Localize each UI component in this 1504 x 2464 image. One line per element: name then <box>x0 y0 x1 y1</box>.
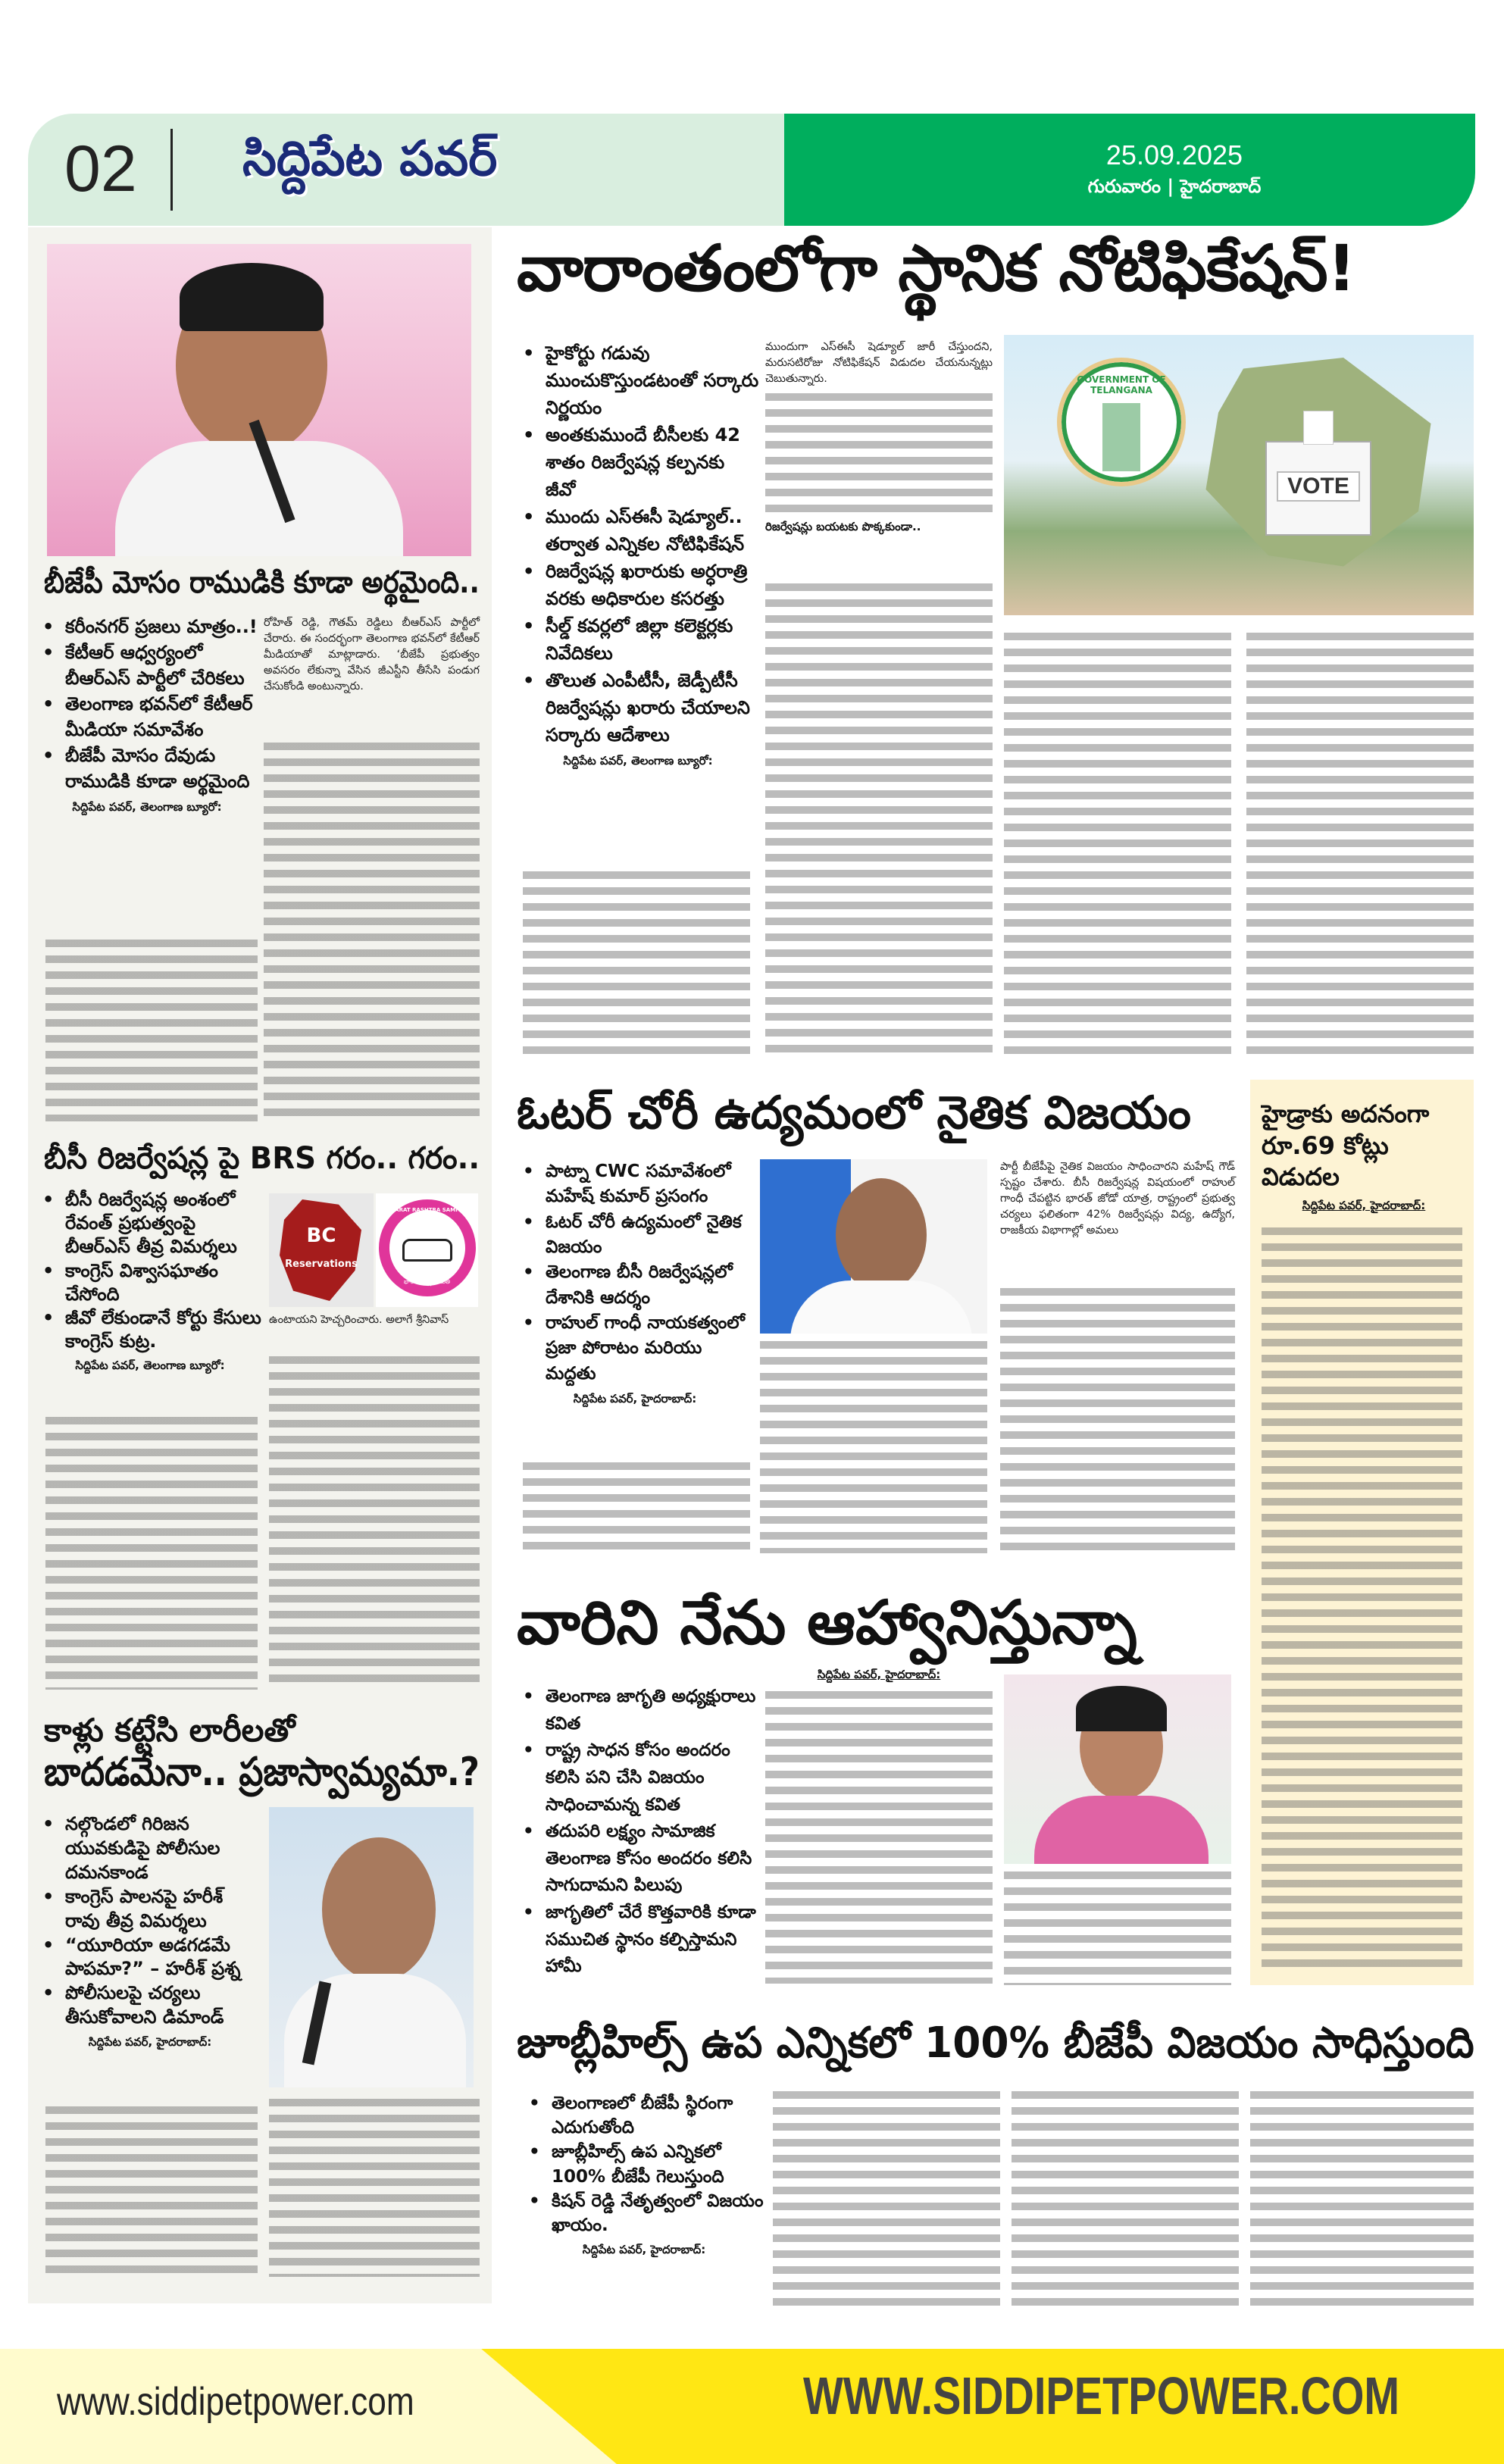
harish-headline-line1: కాళ్లు కట్టేసి లారీలతో <box>44 1712 295 1749</box>
jubilee-body-col3 <box>1012 2091 1239 2307</box>
masthead: సిద్దిపేట పవర్ <box>242 131 498 187</box>
kavitha-byline: సిద్దిపేట పవర్, హైదరాబాద్: <box>817 1668 941 1681</box>
bullet: • కేటీఆర్ ఆధ్వర్యంలో బీఆర్ఎస్ పార్టీలో చేరికలు <box>36 639 258 691</box>
ktr-body-col1 <box>45 940 258 1121</box>
brs-headline: బీసీ రిజర్వేషన్ల పై BRS గరం.. గరం.. <box>44 1141 480 1176</box>
bullet: • తొలుత ఎంపీటీసీ, జెడ్పీటీసీ రిజర్వేషన్లు ఖరారు చేయాలని సర్కారు ఆదేశాలు <box>517 667 759 749</box>
bullet: • “యూరియా అడగడమే పాపమా?” – హరీశ్ ప్రశ్న <box>36 1934 264 1982</box>
main-body-start: ముందుగా ఎస్ఈసీ షెడ్యూల్ జారీ చేస్తుందని, మరుసటిరోజు నోటిఫికేషన్ విడుదల చేయనున్నట్లు చెబుతున్నారు. <box>765 341 993 385</box>
harish-photo <box>269 1807 474 2087</box>
bullet: • నల్గొండలో గిరిజన యువకుడిపై పోలీసుల దమనకాండ <box>36 1812 264 1885</box>
bullet: • తెలంగాణలో బీజేపీ స్థిరంగా ఎదుగుతోంది <box>523 2091 765 2140</box>
main-bullets <box>517 339 759 749</box>
jubilee-body-col4 <box>1250 2091 1474 2307</box>
bullet: • తెలంగాణ భవన్‌లో కేటీఆర్ మీడియా సమావేశం <box>36 691 258 743</box>
kavitha-bullets <box>517 1684 759 1981</box>
bullet: • పాట్నా CWC సమావేశంలో మహేష్ కుమార్ ప్రసంగం <box>517 1159 753 1210</box>
mahesh-photo <box>760 1159 987 1334</box>
harish-byline: సిద్దిపేట పవర్, హైదరాబాద్: <box>88 2035 212 2050</box>
ktr-body-col2 <box>264 743 480 1121</box>
main-election-image <box>1004 335 1474 615</box>
harish-body-col1 <box>45 2106 258 2277</box>
brs-body-start: ఉంటాయని హెచ్చరించారు. అలాగే శ్రీనివాస్ <box>269 1314 449 1326</box>
ktr-byline: సిద్దిపేట పవర్, తెలంగాణ బ్యూరో: <box>72 799 222 814</box>
voter-body-col1 <box>523 1462 750 1553</box>
brs-logo <box>376 1193 478 1307</box>
bullet: • కరీంనగర్ ప్రజలు మాత్రం..! <box>36 614 258 639</box>
bullet: • రాహుల్ గాంధీ నాయకత్వంలో ప్రజా పోరాటం మరియు మద్దతు <box>517 1311 753 1387</box>
ktr-photo <box>47 244 471 556</box>
voter-bullets <box>517 1159 753 1387</box>
hydra-head <box>1262 1099 1466 1214</box>
voter-byline: సిద్దిపేట పవర్, హైదరాబాద్: <box>573 1392 697 1406</box>
main-byline: సిద్దిపేట పవర్, తెలంగాణ బ్యూరో: <box>563 754 713 768</box>
footer-url-large[interactable]: WWW.SIDDIPETPOWER.COM <box>803 2366 1400 2425</box>
main-body-col1 <box>523 871 750 1059</box>
hydra-body <box>1262 1227 1462 1970</box>
ktr-body-start: రోహిత్ రెడ్డి, గౌతమ్ రెడ్డిలు బీఆర్ఎస్ పార్టీలో చేరారు. ఈ సందర్భంగా తెలంగాణ భవన్‌లో కేటీఆర్ మీడియాతో మాట్లాడారు. ‘బీజేపీ ప్రభుత్వం అవసరం లేకున్నా వేసిన జీఎస్టీని తీసేసి పండుగ చేసుకోండి అంటున్నారు. <box>264 617 480 693</box>
bullet: • రిజర్వేషన్ల ఖరారుకు అర్ధరాత్రి వరకు అధికారుల కసరత్తు <box>517 558 759 612</box>
main-body-col2-text <box>765 339 993 535</box>
hydra-headline: హైడ్రాకు అదనంగా రూ.69 కోట్లు విడుదల <box>1262 1099 1430 1192</box>
jubilee-headline: జూబ్లీహిల్స్ ఉప ఎన్నికలో 100% బీజేపీ విజయం సాధిస్తుంది <box>517 2018 1474 2068</box>
brs-logo-text: BHARAT RASHTRA SAMITHI <box>386 1207 468 1213</box>
voter-body-col2 <box>760 1341 987 1553</box>
bullet: • బీజేపీ మోసం దేవుడు రాముడికి కూడా అర్థమైంది <box>36 743 258 794</box>
bullet: • కిషన్ రెడ్డి నేతృత్వంలో విజయం ఖాయం. <box>523 2189 765 2237</box>
bullet: • ఓటర్ చోరీ ఉద్యమంలో నైతిక విజయం <box>517 1210 753 1261</box>
issue-day-place: గురువారం | హైదరాబాద్ <box>1087 176 1262 197</box>
header-divider <box>170 129 173 211</box>
main-body-col2b <box>765 583 993 1057</box>
harish-summary <box>36 1812 264 2050</box>
harish-bullets <box>36 1812 264 2030</box>
voter-headline: ఓటర్ చోరీ ఉద్యమంలో నైతిక విజయం <box>517 1087 1191 1140</box>
bullet: • రాష్ట్ర సాధన కోసం అందరం కలిసి పని చేసి విజయం సాధించామన్న కవిత <box>517 1737 759 1818</box>
kavitha-body-col2 <box>765 1691 993 1984</box>
brs-bullets <box>36 1188 264 1353</box>
main-body-col2a <box>765 393 993 514</box>
jubilee-byline: సిద్దిపేట పవర్, హైదరాబాద్: <box>582 2243 706 2257</box>
brs-summary <box>36 1188 264 1374</box>
voter-body-start: పార్టీ బీజేపీపై నైతిక విజయం సాధించారని మహేష్ గౌడ్ స్పష్టం చేశారు. బీసీ రిజర్వేషన్ల విషయంలో రాహుల్ గాంధీ చేపట్టిన భారత్ జోడో యాత్ర, రాష్ట్రంలో ప్రభుత్వ చర్యలు ఫలితంగా 42% రిజర్వేషన్లు విద్య, ఉద్యోగ, రాజకీయ విభాగాల్లో అమలు <box>1000 1161 1235 1237</box>
bullet: • కాంగ్రెస్ విశ్వాసఘాతం చేసోంది <box>36 1259 264 1306</box>
bc-reservations-image <box>269 1193 374 1307</box>
bullet: • జాగృతిలో చేరే కొత్తవారికి కూడా సముచిత స్థానం కల్పిస్తామని హామీ <box>517 1900 759 1981</box>
main-body-col4 <box>1246 633 1474 1057</box>
footer-url-small[interactable]: www.siddipetpower.com <box>57 2380 414 2424</box>
bullet: • హైకోర్టు గడువు ముంచుకొస్తుండటంతో సర్కారు నిర్ణయం <box>517 339 759 421</box>
ktr-headline: బీజేపీ మోసం రాముడికి కూడా అర్థమైంది.. <box>44 565 480 600</box>
main-headline: వారాంతంలోగా స్థానిక నోటిఫికేషన్! <box>517 231 1355 305</box>
brs-logo-telugu: భారత రాష్ట్ర సమితి <box>403 1278 451 1285</box>
harish-body-col2 <box>269 2099 480 2277</box>
page-number: 02 <box>64 133 137 205</box>
hydra-byline: సిద్దిపేట పవర్, హైదరాబాద్: <box>1302 1198 1426 1212</box>
bullet: • తెలంగాణ జాగృతి అధ్యక్షురాలు కవిత <box>517 1684 759 1737</box>
ktr-summary <box>36 614 258 815</box>
jubilee-summary <box>523 2091 765 2258</box>
bullet: • జీవో లేకుండానే కోర్టు కేసులు కాంగ్రెస్ కుట్ర. <box>36 1306 264 1353</box>
harish-headline-line2: బాదడమేనా.. ప్రజాస్వామ్యమా.? <box>44 1750 480 1795</box>
main-summary <box>517 339 759 769</box>
telangana-seal-text: GOVERNMENT OF TELANGANA <box>1077 374 1166 396</box>
bullet: • ముందు ఎస్ఈసీ షెడ్యూల్.. తర్వాత ఎన్నికల నోటిఫికేషన్ <box>517 503 759 558</box>
bc-label: BC <box>306 1224 336 1247</box>
bullet: • సీల్డ్ కవర్లలో జిల్లా కలెక్టర్లకు నివేదికలు <box>517 612 759 667</box>
main-subhead: రిజర్వేషన్లు బయటకు పొక్కకుండా.. <box>765 520 921 533</box>
main-body-col3 <box>1004 633 1231 1057</box>
jubilee-body-col2 <box>773 2091 1000 2307</box>
bullet: • అంతకుముందే బీసీలకు 42 శాతం రిజర్వేషన్ల కల్పనకు జీవో <box>517 421 759 503</box>
issue-date: 25.09.2025 <box>1105 139 1243 170</box>
bullet: • తదుపరి లక్ష్యం సామాజిక తెలంగాణ కోసం అందరం కలిసి సాగుదామని పిలుపు <box>517 1818 759 1900</box>
jubilee-bullets <box>523 2091 765 2237</box>
bullet: • తెలంగాణ బీసీ రిజర్వేషన్లలో దేశానికి ఆదర్శం <box>517 1260 753 1311</box>
brs-body-col2 <box>269 1356 480 1690</box>
bullet: • పోలీసులపై చర్యలు తీసుకోవాలని డిమాండ్ <box>36 1981 264 2030</box>
bullet: • జూబ్లీహిల్స్ ఉప ఎన్నికలో 100% బీజేపీ గెలుస్తుంది <box>523 2140 765 2188</box>
vote-box-label: VOTE <box>1277 471 1360 502</box>
brs-byline: సిద్దిపేట పవర్, తెలంగాణ బ్యూరో: <box>75 1359 225 1373</box>
kavitha-body-col3 <box>1004 1871 1231 1985</box>
reservations-label: Reservations <box>285 1259 358 1270</box>
voter-summary <box>517 1159 753 1407</box>
ktr-bullets <box>36 614 258 795</box>
bullet: • కాంగ్రెస్ పాలనపై హరీశ్ రావు తీవ్ర విమర్శలు <box>36 1885 264 1934</box>
kavitha-photo <box>1004 1674 1231 1864</box>
brs-body-col1 <box>45 1417 258 1690</box>
voter-body-col3 <box>1000 1288 1235 1553</box>
bullet: • బీసీ రిజర్వేషన్ల అంశంలో రేవంత్ ప్రభుత్వంపై బీఆర్ఎస్ తీవ్ర విమర్శలు <box>36 1188 264 1259</box>
kavitha-headline: వారిని నేను ఆహ్వానిస్తున్నా <box>517 1587 1137 1658</box>
